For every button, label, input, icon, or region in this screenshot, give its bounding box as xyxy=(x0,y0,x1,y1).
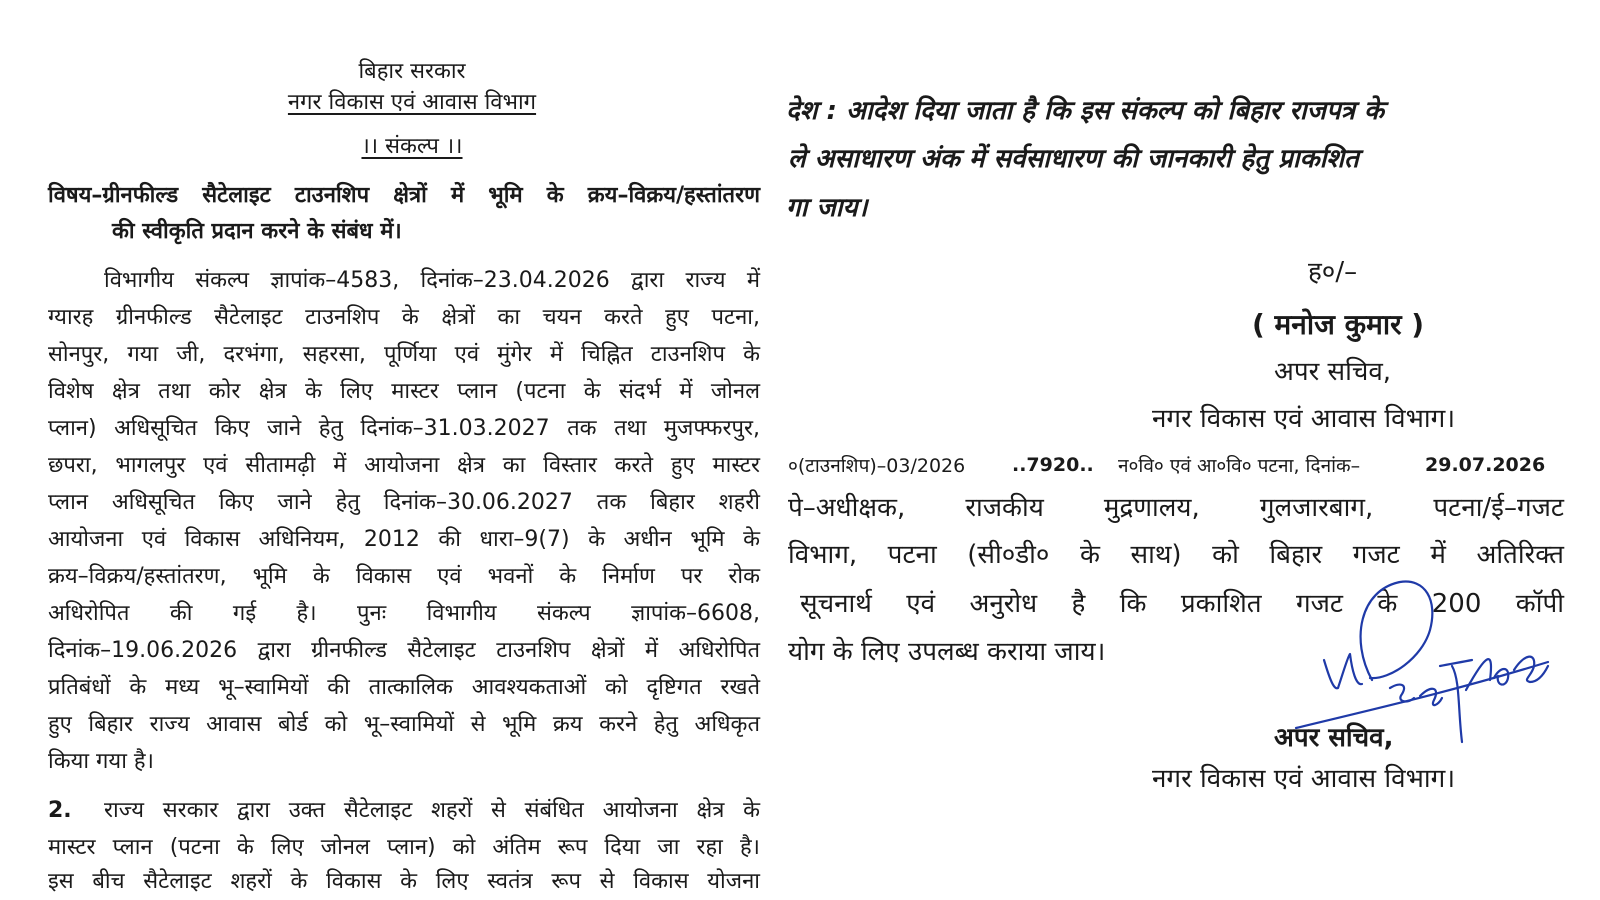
para1-line-3: सोनपुर, गया जी, दरभंगा, सहरसा, पूर्णिया एवं मुंगेर में चिह्नित टाउनशिप के xyxy=(48,342,760,367)
department-heading: नगर विकास एवं आवास विभाग xyxy=(287,90,537,115)
para1-line-14: किया गया है। xyxy=(48,749,154,774)
govt-heading: बिहार सरकार xyxy=(358,59,466,84)
para1-line-7: प्लान अधिसूचित किए जाने हेतु दिनांक–30.06.2027 तक बिहार शहरी xyxy=(48,490,760,515)
memo-prefix: ०(टाउनशिप)–03/2026 xyxy=(788,455,966,477)
doc-type-heading: ।। संकल्प ।। xyxy=(361,134,463,159)
para1-line-9: क्रय–विक्रय/हस्तांतरण, भूमि के विकास एवं भवनों के निर्माण पर रोक xyxy=(48,564,760,589)
copy-line-2: विभाग, पटना (सी०डी० के साथ) को बिहार गजट में अतिरिक्त xyxy=(788,540,1564,570)
copy-line-3: सूचनार्थ एवं अनुरोध है कि प्रकाशित गजट के 200 कॉपी xyxy=(800,589,1564,619)
order-line-2: ले असाधारण अंक में सर्वसाधारण की जानकारी हेतु प्राकशित xyxy=(788,144,1359,174)
para1-line-10: अधिरोपित की गई है। पुनः विभागीय संकल्प ज्ञापांक–6608, xyxy=(48,601,760,626)
para2-line-1: राज्य सरकार द्वारा उक्त सैटेलाइट शहरों से संबंधित आयोजना क्षेत्र के xyxy=(104,798,760,823)
memo-number: ..7920.. xyxy=(1012,454,1094,476)
para1-line-11: दिनांक–19.06.2026 द्वारा ग्रीनफील्ड सैटेलाइट टाउनशिप क्षेत्रों में अधिरोपित xyxy=(48,638,760,663)
para1-line-8: आयोजना एवं विकास अधिनियम, 2012 की धारा–9(7) के अधीन भूमि के xyxy=(48,527,760,552)
signed-mark: ह०/– xyxy=(1308,257,1358,287)
para1-line-5: प्लान) अधिसूचित किए जाने हेतु दिनांक–31.03.2027 तक तथा मुजफ्फरपुर, xyxy=(48,416,760,441)
order-line-1: देश : आदेश दिया जाता है कि इस संकल्प को बिहार राजपत्र के xyxy=(786,96,1385,126)
para1-line-12: प्रतिबंधों के मध्य भू–स्वामियों की तात्कालिक आवश्यकताओं को दृष्टिगत रखते xyxy=(48,675,760,700)
closing-title: अपर सचिव, xyxy=(1274,723,1394,753)
para1-line-6: छपरा, भागलपुर एवं सीतामढ़ी में आयोजना क्षेत्र का विस्तार करते हुए मास्टर xyxy=(48,453,760,478)
para1-line-13: हुए बिहार राज्य आवास बोर्ड को भू–स्वामियों से भूमि क्रय करने हेतु अधिकृत xyxy=(48,712,760,737)
resolution-page-right xyxy=(786,0,1600,900)
subject-line-2: की स्वीकृति प्रदान करने के संबंध में। xyxy=(112,219,402,244)
para1-line-4: विशेष क्षेत्र तथा कोर क्षेत्र के लिए मास्टर प्लान (पटना के संदर्भ में जोनल xyxy=(48,379,760,404)
para1-line-2: ग्यारह ग्रीनफील्ड सैटेलाइट टाउनशिप के क्षेत्रों का चयन करते हुए पटना, xyxy=(48,305,760,330)
para2-line-2: मास्टर प्लान (पटना के लिए जोनल प्लान) को अंतिम रूप दिया जा रहा है। xyxy=(48,835,760,860)
closing-department: नगर विकास एवं आवास विभाग। xyxy=(1152,764,1456,794)
order-line-3: गा जाय। xyxy=(786,193,868,223)
memo-place: न०वि० एवं आ०वि० पटना, दिनांक– xyxy=(1118,455,1361,477)
subject-line-1: विषय–ग्रीनफील्ड सैटेलाइट टाउनशिप क्षेत्रों में भूमि के क्रय–विक्रय/हस्तांतरण xyxy=(48,183,760,208)
copy-line-4: योग के लिए उपलब्ध कराया जाय। xyxy=(788,637,1106,667)
para1-line-1: विभागीय संकल्प ज्ञापांक–4583, दिनांक–23.04.2026 द्वारा राज्य में xyxy=(104,268,760,293)
signatory-name: ( मनोज कुमार ) xyxy=(1252,308,1425,341)
memo-date: 29.07.2026 xyxy=(1425,454,1546,476)
para2-number: 2. xyxy=(48,798,72,823)
para2-line-3: इस बीच सैटेलाइट शहरों के विकास के लिए स्वतंत्र रूप से विकास योजना xyxy=(48,869,760,894)
signatory-title: अपर सचिव, xyxy=(1274,357,1392,387)
copy-line-1: पे–अधीक्षक, राजकीय मुद्रणालय, गुलजारबाग, पटना/ई–गजट xyxy=(788,493,1564,523)
signatory-department: नगर विकास एवं आवास विभाग। xyxy=(1152,404,1456,434)
